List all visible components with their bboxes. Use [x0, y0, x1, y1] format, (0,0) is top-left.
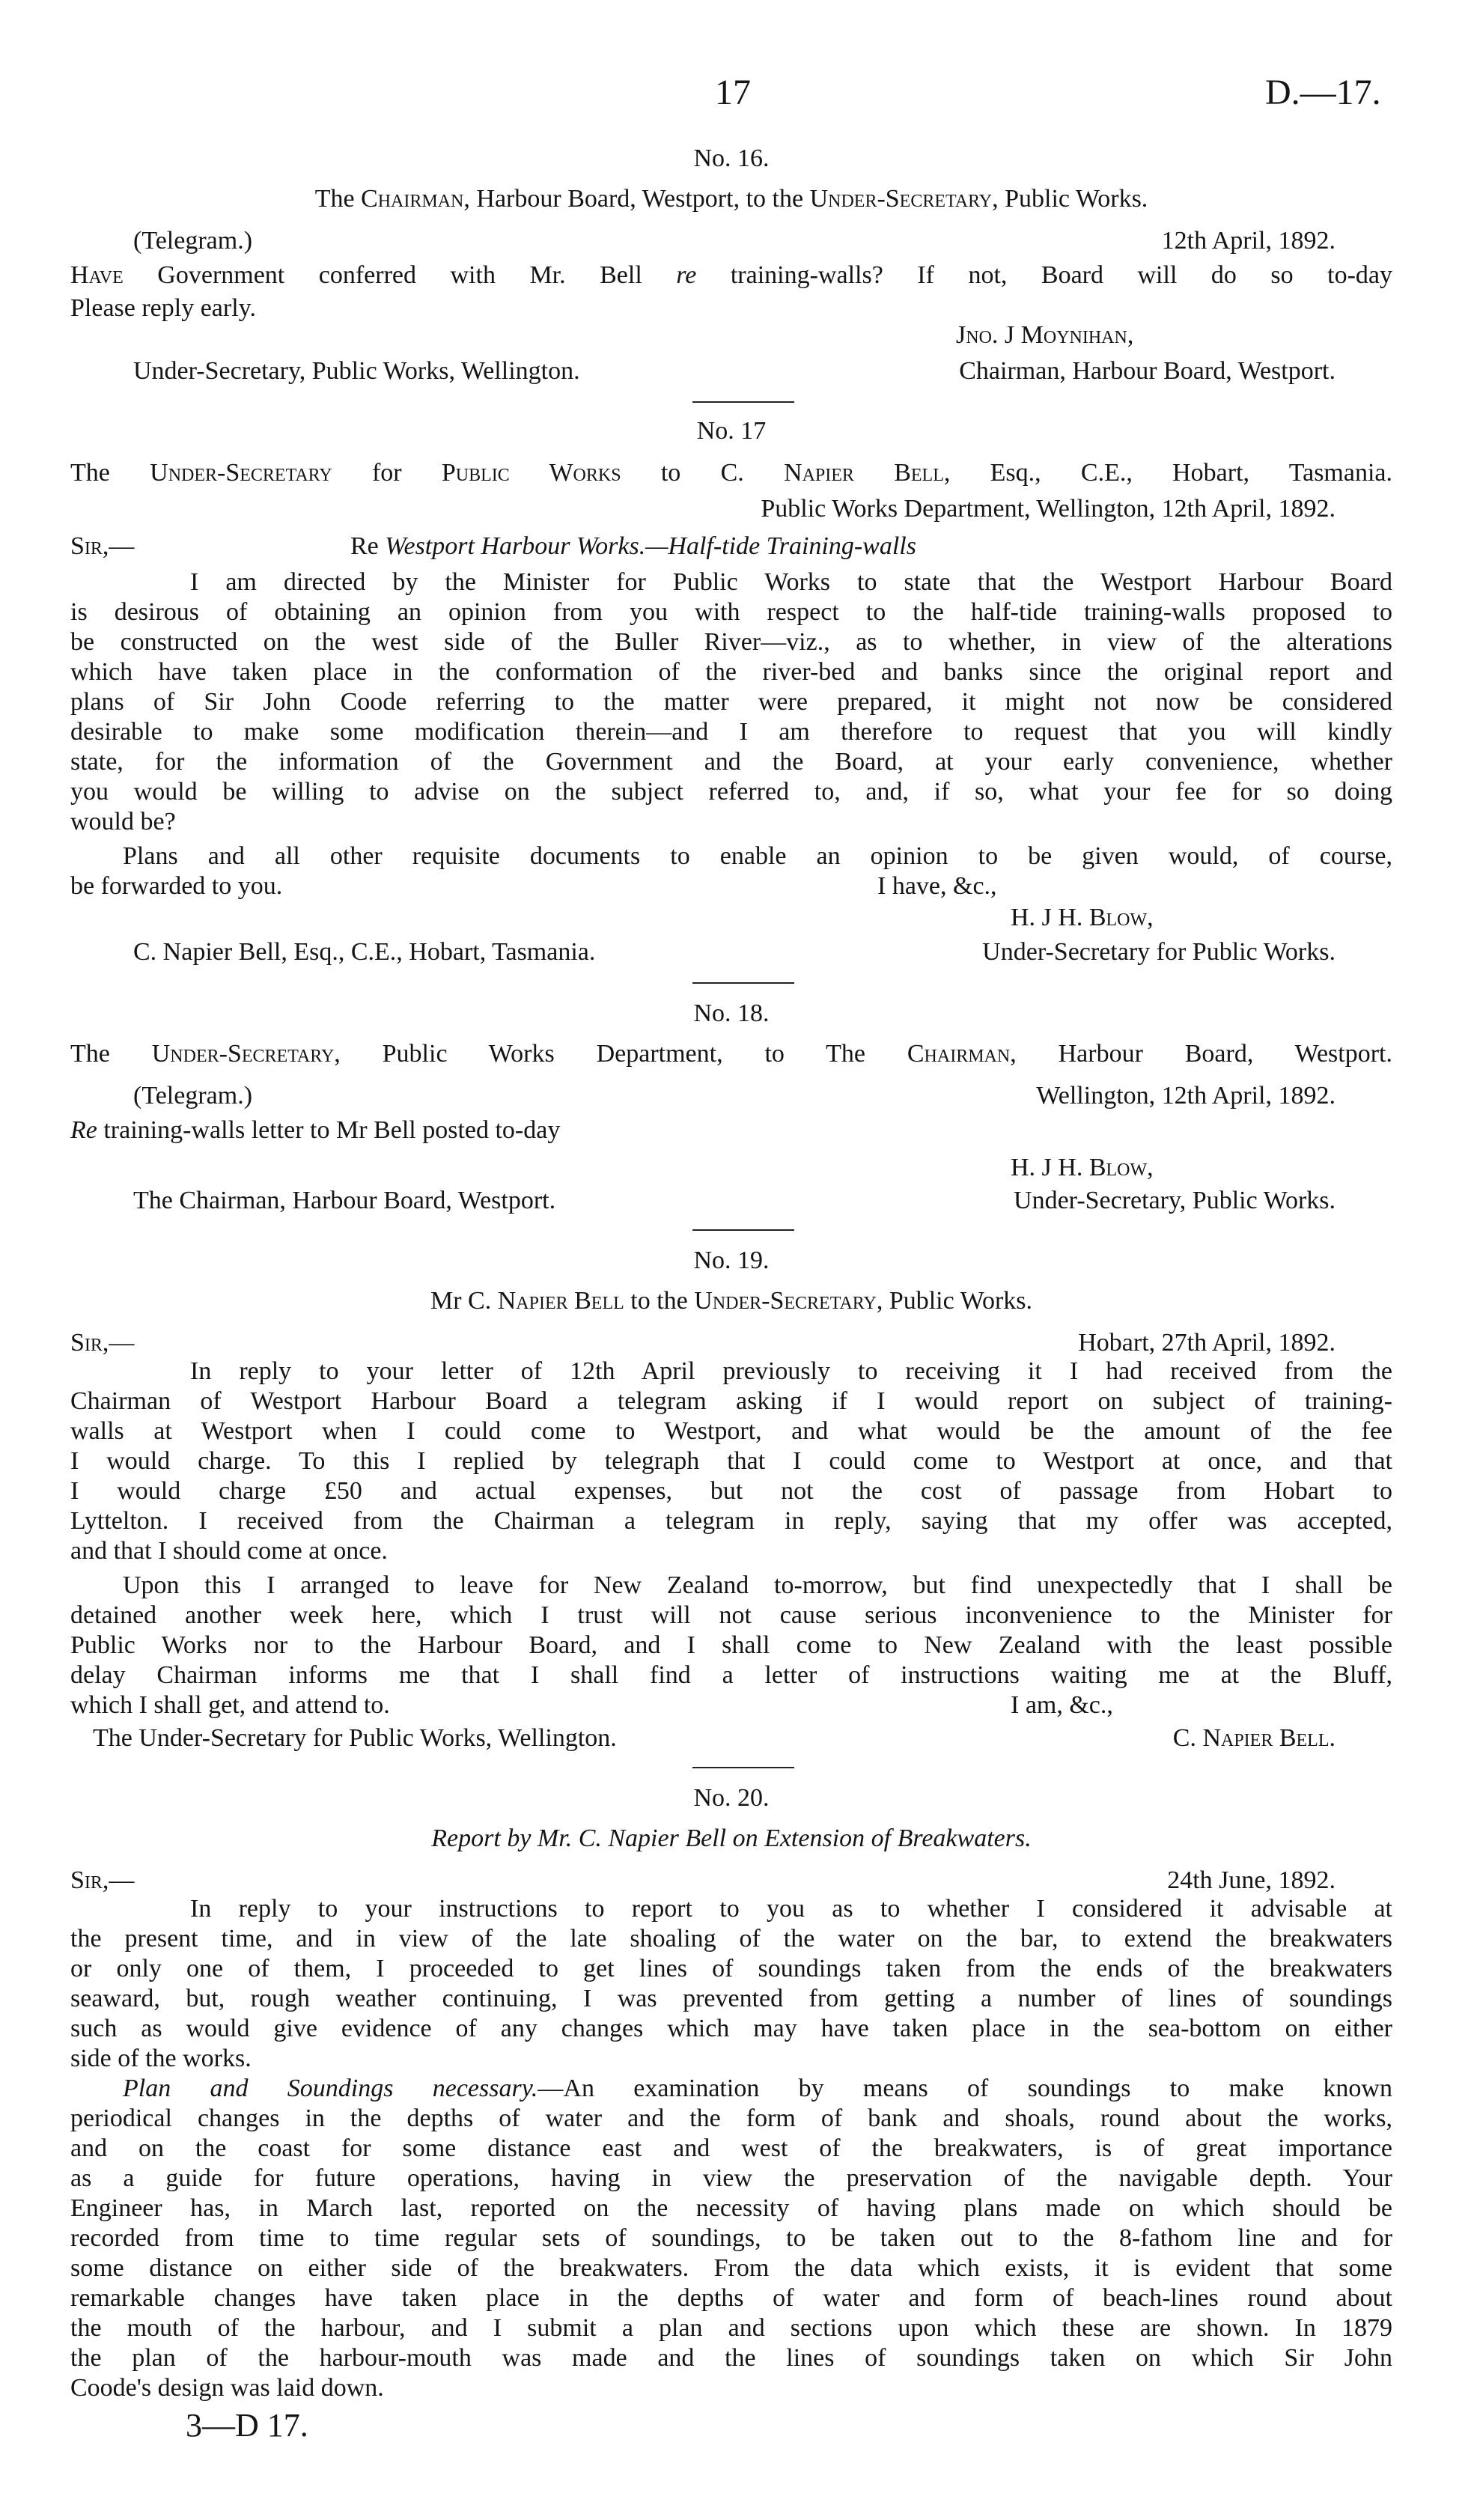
paragraph-line: plans of Sir John Coode referring to the matter were prepared, it might not now be considered: [70, 688, 1392, 716]
closing-no17: I have, &c.,: [877, 872, 997, 900]
addressee-no16: Under-Secretary, Public Works, Wellington.: [133, 357, 580, 385]
divider: [692, 982, 794, 984]
body-no18: Re training-walls letter to Mr Bell posted to-day: [70, 1116, 561, 1144]
signer-no18: H. J H. Blow,: [1011, 1154, 1154, 1181]
paragraph-line: remarkable changes have taken place in the depths of water and form of beach-lines round about: [70, 2284, 1392, 2312]
paragraph-line: and on the coast for some distance east and west of the breakwaters, is of great importance: [70, 2134, 1392, 2162]
paragraph-line: be forwarded to you.: [70, 872, 283, 900]
paragraph-line: I would charge £50 and actual expenses, but not the cost of passage from Hobart to: [70, 1477, 1392, 1505]
addressee-no19: The Under-Secretary for Public Works, Wellington.: [93, 1724, 617, 1752]
signer-title-no18: Under-Secretary, Public Works.: [1014, 1187, 1335, 1214]
body-no16: Have Government conferred with Mr. Bell re training-walls? If not, Board will do so to-day: [70, 261, 1392, 289]
paragraph-line: delay Chairman informs me that I shall find a letter of instructions waiting me at the Bluff,: [70, 1661, 1392, 1689]
divider: [692, 1767, 794, 1768]
signature-mark: 3—D 17.: [186, 2407, 308, 2444]
paragraph-line: the plan of the harbour-mouth was made and the lines of soundings taken on which Sir John: [70, 2344, 1392, 2372]
paragraph-line: periodical changes in the depths of water and the form of bank and shoals, round about the works,: [70, 2104, 1392, 2132]
page-number: 17: [715, 73, 751, 112]
paragraph-line: recorded from time to time regular sets of soundings, to be taken out to the 8-fathom line and for: [70, 2224, 1392, 2252]
place-date-no19: Hobart, 27th April, 1892.: [1078, 1329, 1335, 1357]
paragraph-line: In reply to your instructions to report to you as to whether I considered it advisable at: [190, 1895, 1392, 1923]
document-reference: D.—17.: [1265, 73, 1381, 112]
title-no17: The Under-Secretary for Public Works to C. Napier Bell, Esq., C.E., Hobart, Tasmania.: [70, 459, 1392, 487]
paragraph-line: state, for the information of the Government and the Board, at your early convenience, whether: [70, 748, 1392, 776]
title-no16: The Chairman, Harbour Board, Westport, to the Under-Secretary, Public Works.: [314, 185, 1148, 213]
heading-no20: No. 20.: [693, 1784, 770, 1812]
paragraph-line: I am directed by the Minister for Public Works to state that the Westport Harbour Board: [190, 568, 1392, 596]
paragraph-line: detained another week here, which I trust will not cause serious inconvenience to the Minister for: [70, 1601, 1392, 1629]
paragraph-line: desirable to make some modification therein—and I am therefore to request that you will kindly: [70, 718, 1392, 746]
paragraph-line: and that I should come at once.: [70, 1537, 388, 1565]
title-no18: The Under-Secretary, Public Works Department, to The Chairman, Harbour Board, Westport.: [70, 1040, 1393, 1068]
closing-no19: I am, &c.,: [1011, 1691, 1113, 1719]
signer-title-no17: Under-Secretary for Public Works.: [982, 938, 1335, 966]
subject-no17: Re Westport Harbour Works.—Half-tide Training-walls: [350, 532, 916, 560]
signer-no16: Jno. J Moynihan,: [956, 321, 1134, 349]
paragraph-line: Public Works nor to the Harbour Board, and I shall come to New Zealand with the least possible: [70, 1631, 1392, 1659]
heading-no19: No. 19.: [693, 1247, 770, 1274]
paragraph-line: I would charge. To this I replied by telegraph that I could come to Westport at once, and that: [70, 1447, 1392, 1475]
paragraph-line: is desirous of obtaining an opinion from you with respect to the half-tide training-walls proposed to: [70, 598, 1392, 626]
title-no20: Report by Mr. C. Napier Bell on Extension of Breakwaters.: [431, 1824, 1032, 1852]
heading-no16: No. 16.: [693, 144, 770, 172]
heading-no18: No. 18.: [693, 999, 770, 1027]
date-no20: 24th June, 1892.: [1167, 1866, 1335, 1894]
title-no19: Mr C. Napier Bell to the Under-Secretary, Public Works.: [430, 1287, 1033, 1315]
signer-no17: H. J H. Blow,: [1011, 904, 1154, 931]
paragraph-line: you would be willing to advise on the subject referred to, and, if so, what your fee for so doing: [70, 778, 1392, 806]
paragraph-line: In reply to your letter of 12th April previously to receiving it I had received from the: [190, 1357, 1392, 1385]
telegram-label-no16: (Telegram.): [133, 227, 253, 255]
paragraph-line: Chairman of Westport Harbour Board a telegram asking if I would report on subject of training-: [70, 1387, 1392, 1415]
paragraph-line: Upon this I arranged to leave for New Zealand to-morrow, but find unexpectedly that I shall be: [123, 1571, 1392, 1599]
paragraph-line: or only one of them, I proceeded to get lines of soundings taken from the ends of the breakwaters: [70, 1955, 1392, 1982]
paragraph-line: some distance on either side of the breakwaters. From the data which exists, it is evident that some: [70, 2254, 1392, 2282]
telegram-label-no18: (Telegram.): [133, 1082, 253, 1110]
salutation-no17: Sir,—: [70, 532, 135, 560]
salutation-no19: Sir,—: [70, 1329, 135, 1357]
paragraph-line: side of the works.: [70, 2045, 252, 2072]
paragraph-line: Plans and all other requisite documents to enable an opinion to be given would, of course,: [123, 842, 1392, 870]
paragraph-line: be constructed on the west side of the Buller River—viz., as to whether, in view of the alterations: [70, 628, 1392, 656]
paragraph-line: Lyttelton. I received from the Chairman a telegram in reply, saying that my offer was accepted,: [70, 1507, 1392, 1535]
paragraph-line: as a guide for future operations, having in view the preservation of the navigable depth. Your: [70, 2164, 1392, 2192]
paragraph-line: the present time, and in view of the late shoaling of the water on the bar, to extend the breakwaters: [70, 1925, 1392, 1953]
paragraph-line: Coode's design was laid down.: [70, 2374, 384, 2402]
addressee-no18: The Chairman, Harbour Board, Westport.: [133, 1187, 556, 1214]
heading-no17: No. 17: [696, 417, 767, 445]
divider: [692, 401, 794, 403]
place-date-no18: Wellington, 12th April, 1892.: [1036, 1082, 1335, 1110]
paragraph-line: such as would give evidence of any changes which may have taken place in the sea-bottom on either: [70, 2015, 1392, 2042]
body-no16-line2: Please reply early.: [70, 294, 256, 322]
paragraph-line: which have taken place in the conformation of the river-bed and banks since the original report and: [70, 658, 1392, 686]
paragraph-line: which I shall get, and attend to.: [70, 1691, 390, 1719]
signer-no19: C. Napier Bell.: [1172, 1724, 1335, 1752]
place-date-no17: Public Works Department, Wellington, 12th April, 1892.: [761, 495, 1335, 523]
paragraph-line: would be?: [70, 808, 176, 836]
salutation-no20: Sir,—: [70, 1866, 135, 1894]
divider: [692, 1229, 794, 1231]
paragraph-line: Plan and Soundings necessary.—An examination by means of soundings to make known: [123, 2075, 1392, 2102]
paragraph-line: walls at Westport when I could come to Westport, and what would be the amount of the fee: [70, 1417, 1392, 1445]
signer-title-no16: Chairman, Harbour Board, Westport.: [959, 357, 1335, 385]
addressee-no17: C. Napier Bell, Esq., C.E., Hobart, Tasmania.: [133, 938, 596, 966]
paragraph-line: seaward, but, rough weather continuing, I was prevented from getting a number of lines of soundings: [70, 1985, 1392, 2012]
paragraph-line: Engineer has, in March last, reported on the necessity of having plans made on which should be: [70, 2194, 1392, 2222]
date-no16: 12th April, 1892.: [1161, 227, 1335, 255]
paragraph-line: the mouth of the harbour, and I submit a plan and sections upon which these are shown. In 1879: [70, 2314, 1392, 2342]
